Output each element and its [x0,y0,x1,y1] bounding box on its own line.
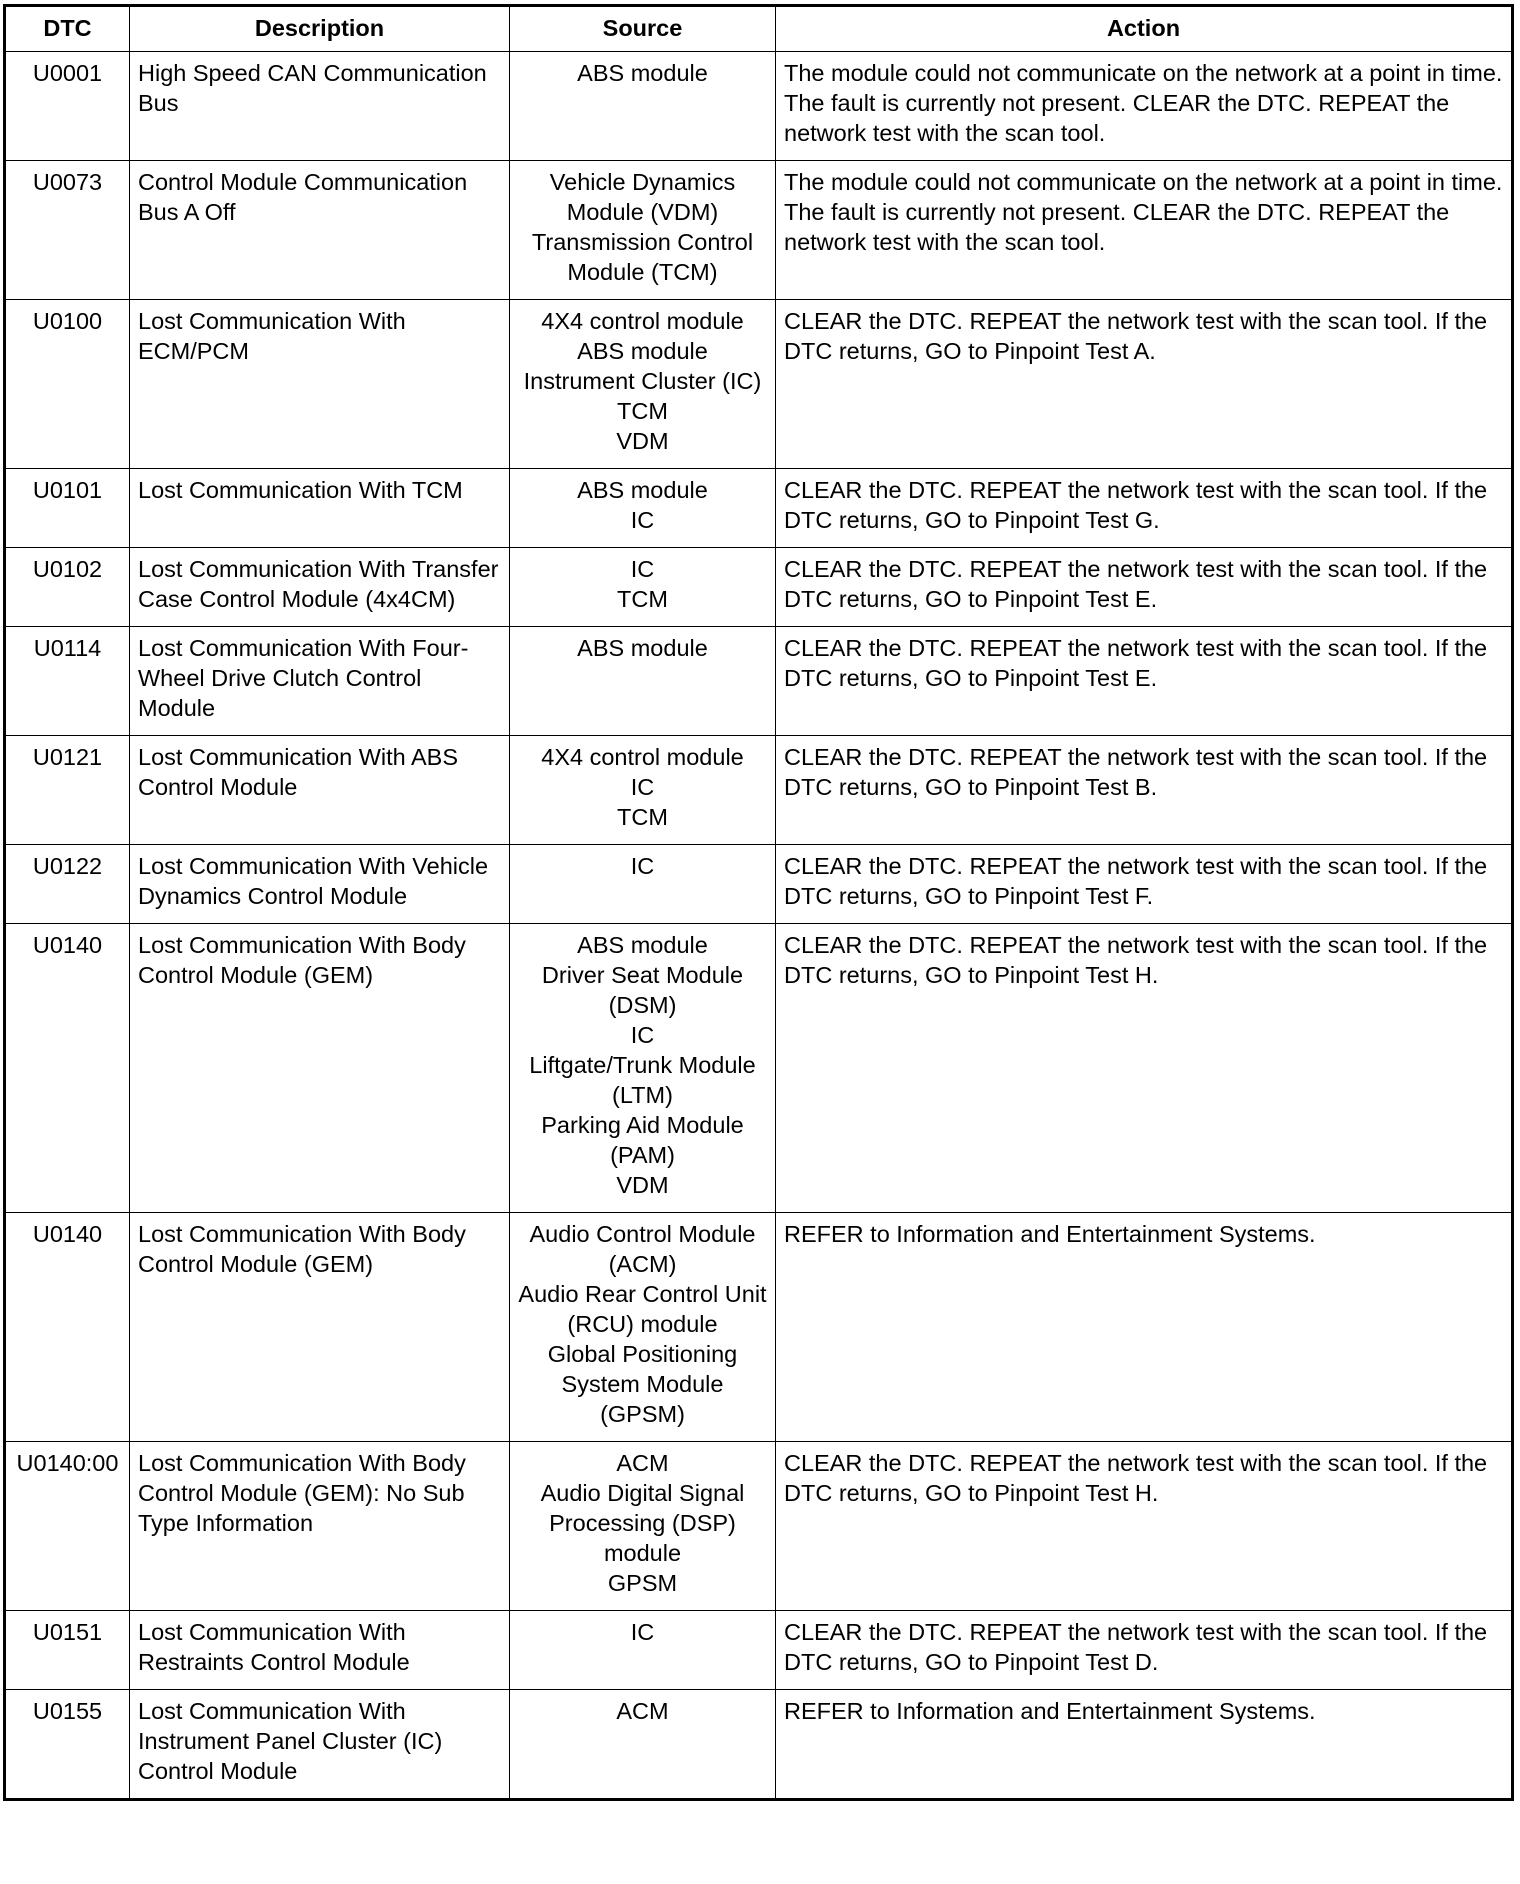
description-cell: Lost Communication With TCM [130,469,510,548]
dtc-code-cell: U0102 [5,548,130,627]
source-item: Transmission Control Module (TCM) [531,229,754,285]
source-cell [510,469,776,548]
source-item: 4X4 control module [541,308,744,334]
source-item: IC [630,774,655,800]
table-row [5,300,1513,469]
source-cell [510,52,776,161]
header-action: Action [776,6,1513,52]
dtc-code-cell: U0151 [5,1611,130,1690]
description-cell: Lost Communication With Vehicle Dynamics Control Module [130,845,510,924]
action-cell: The module could not communicate on the network at a point in time. The fault is currently not present. CLEAR the DTC. REPEAT the network test with the scan tool. [776,52,1513,161]
header-description: Description [130,6,510,52]
action-cell: CLEAR the DTC. REPEAT the network test with the scan tool. If the DTC returns, GO to Pinpoint Test E. [776,548,1513,627]
source-cell [510,1442,776,1611]
table-row [5,736,1513,845]
table-row [5,1442,1513,1611]
action-cell: REFER to Information and Entertainment Systems. [776,1690,1513,1800]
source-item: IC [630,507,655,533]
header-row [5,6,1513,52]
table-row [5,1611,1513,1690]
dtc-code-cell: U0073 [5,161,130,300]
table-row [5,845,1513,924]
dtc-code-cell: U0122 [5,845,130,924]
source-item: Liftgate/Trunk Module (LTM) [529,1052,756,1108]
source-item: VDM [616,428,669,454]
action-cell: CLEAR the DTC. REPEAT the network test with the scan tool. If the DTC returns, GO to Pinpoint Test F. [776,845,1513,924]
source-item: TCM [617,398,668,424]
description-cell: Lost Communication With ECM/PCM [130,300,510,469]
action-cell: CLEAR the DTC. REPEAT the network test with the scan tool. If the DTC returns, GO to Pinpoint Test A. [776,300,1513,469]
dtc-code-cell: U0140 [5,1213,130,1442]
description-cell: Control Module Communication Bus A Off [130,161,510,300]
source-item: VDM [616,1172,669,1198]
table-row [5,469,1513,548]
source-item: Vehicle Dynamics Module (VDM) [549,169,736,225]
source-cell [510,845,776,924]
table-row [5,924,1513,1213]
source-item: ABS module [577,932,708,958]
source-item: ACM [616,1450,669,1476]
dtc-code-cell: U0114 [5,627,130,736]
source-item: IC [630,853,655,879]
header-source: Source [510,6,776,52]
source-item: ACM [616,1698,669,1724]
source-item: ABS module [577,477,708,503]
source-cell [510,1213,776,1442]
table-row [5,52,1513,161]
source-item: Global Positioning System Module (GPSM) [547,1341,738,1427]
source-item: IC [630,1619,655,1645]
description-cell: Lost Communication With Four-Wheel Drive Clutch Control Module [130,627,510,736]
header-dtc: DTC [5,6,130,52]
source-item: 4X4 control module [541,744,744,770]
dtc-code-cell: U0140:00 [5,1442,130,1611]
dtc-code-cell: U0155 [5,1690,130,1800]
dtc-code-cell: U0001 [5,52,130,161]
dtc-code-cell: U0121 [5,736,130,845]
source-cell [510,1611,776,1690]
source-item: ABS module [577,338,708,364]
table-row [5,548,1513,627]
source-cell [510,736,776,845]
source-item: TCM [617,586,668,612]
source-item: ABS module [577,635,708,661]
table-row [5,627,1513,736]
source-item: Audio Control Module (ACM) [529,1221,756,1277]
source-item: Driver Seat Module (DSM) [541,962,744,1018]
action-cell: REFER to Information and Entertainment Systems. [776,1213,1513,1442]
table-row [5,161,1513,300]
action-cell: CLEAR the DTC. REPEAT the network test with the scan tool. If the DTC returns, GO to Pinpoint Test E. [776,627,1513,736]
action-cell: CLEAR the DTC. REPEAT the network test with the scan tool. If the DTC returns, GO to Pinpoint Test D. [776,1611,1513,1690]
source-cell [510,300,776,469]
source-item: TCM [617,804,668,830]
source-item: IC [630,556,655,582]
source-cell [510,924,776,1213]
action-cell: CLEAR the DTC. REPEAT the network test with the scan tool. If the DTC returns, GO to Pinpoint Test H. [776,1442,1513,1611]
source-cell [510,1690,776,1800]
dtc-code-cell: U0140 [5,924,130,1213]
table-row [5,1213,1513,1442]
source-item: GPSM [607,1570,678,1596]
source-item: Audio Rear Control Unit (RCU) module [518,1281,767,1337]
description-cell: Lost Communication With Restraints Control Module [130,1611,510,1690]
description-cell: Lost Communication With Body Control Module (GEM) [130,1213,510,1442]
action-cell: The module could not communicate on the network at a point in time. The fault is currently not present. CLEAR the DTC. REPEAT the network test with the scan tool. [776,161,1513,300]
source-item: Instrument Cluster (IC) [523,368,762,394]
source-item: IC [630,1022,655,1048]
source-cell [510,161,776,300]
description-cell: Lost Communication With Transfer Case Control Module (4x4CM) [130,548,510,627]
table-body [5,52,1513,1800]
source-cell [510,548,776,627]
table-row [5,1690,1513,1800]
source-item: ABS module [577,60,708,86]
description-cell: Lost Communication With Instrument Panel Cluster (IC) Control Module [130,1690,510,1800]
action-cell: CLEAR the DTC. REPEAT the network test with the scan tool. If the DTC returns, GO to Pinpoint Test G. [776,469,1513,548]
source-cell [510,627,776,736]
description-cell: Lost Communication With Body Control Module (GEM): No Sub Type Information [130,1442,510,1611]
action-cell: CLEAR the DTC. REPEAT the network test with the scan tool. If the DTC returns, GO to Pinpoint Test B. [776,736,1513,845]
description-cell: High Speed CAN Communication Bus [130,52,510,161]
dtc-code-cell: U0100 [5,300,130,469]
source-item: Audio Digital Signal Processing (DSP) module [540,1480,745,1566]
description-cell: Lost Communication With ABS Control Module [130,736,510,845]
dtc-code-cell: U0101 [5,469,130,548]
dtc-table [3,4,1514,1801]
action-cell: CLEAR the DTC. REPEAT the network test with the scan tool. If the DTC returns, GO to Pinpoint Test H. [776,924,1513,1213]
description-cell: Lost Communication With Body Control Module (GEM) [130,924,510,1213]
source-item: Parking Aid Module (PAM) [541,1112,744,1168]
